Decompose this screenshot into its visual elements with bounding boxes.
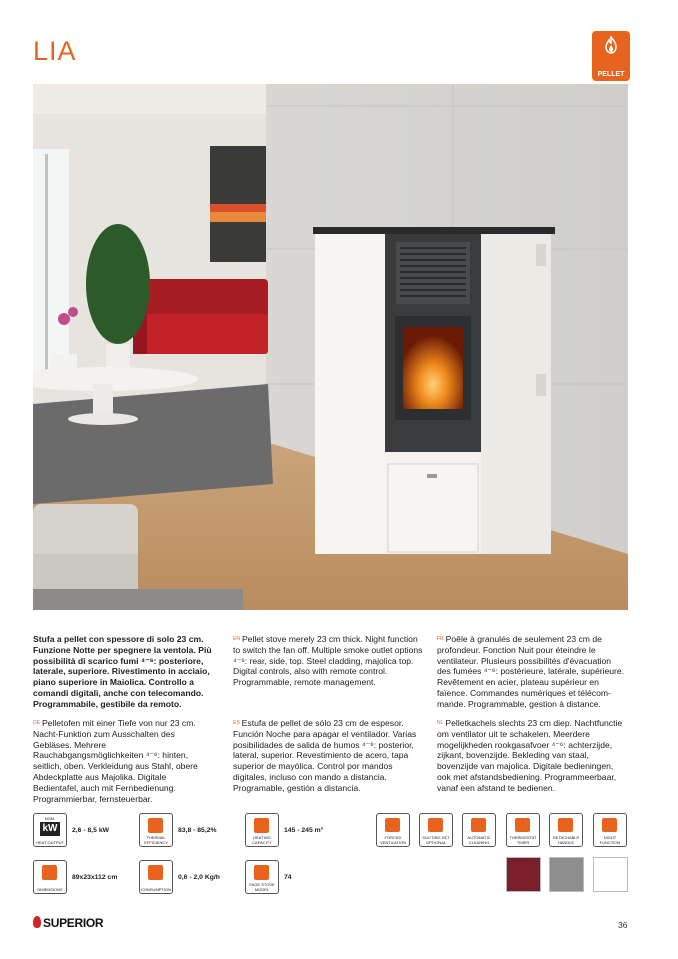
stove-glyph — [254, 865, 269, 880]
heating-value: 145 - 245 m³ — [284, 827, 323, 834]
page-value: 74 — [284, 874, 292, 881]
page-caption: PAGE STOVE MODEL — [249, 882, 275, 892]
feature-caption: DETACHABLE HANDLE — [552, 835, 580, 845]
dimensions-icon — [33, 860, 67, 894]
text-de-body: Pelletofen mit einer Tiefe von nur 23 cm. Nacht-Funktion zum Ausschalten des Gebläses. Mehrere Rauchabgangsmöglichkeiten ⁴⁻⁶: hinten, seitlich, oben. Verkleidung aus Stahl, obere Abdeckplatte aus Majolika. Digitale Bedientafel, auch mit Fernbedienung. Programmierbar, fernsteuerbar. — [33, 718, 198, 804]
heat-output-icon — [33, 813, 67, 847]
lang-code-en: EN — [233, 636, 240, 642]
dimensions-value: 89x23x112 cm — [72, 874, 118, 881]
consumption-caption: CONSUMPTION — [141, 886, 171, 892]
efficiency-glyph — [148, 818, 163, 833]
color-swatch-white — [593, 857, 628, 892]
efficiency-value: 83,8 - 85,2% — [178, 827, 217, 834]
text-de — [33, 718, 213, 804]
text-es-body: Estufa de pellet de sólo 23 cm de espesor. Función Noche para apagar el ventilador. Varias posibilidades de salida de humos ⁴⁻⁶: posterior, lateral, superior. Revestimiento de acero, tapa superior de mayólica. Control por mandos digitales, incluso con mando a distancia. Programable, gestión a distancia. — [233, 718, 417, 793]
feature-caption: AUTOMATIC CLEANING — [467, 835, 491, 845]
text-fr — [437, 634, 627, 710]
brand-logo — [33, 916, 103, 930]
brand-name: SUPERIOR — [43, 916, 104, 930]
thermostat-timer-icon — [506, 813, 540, 847]
heat-output-caption: HEAT OUTPUT — [36, 839, 64, 845]
pellet-dots-glyph — [148, 865, 163, 880]
heating-caption: HEATING CAPACITY — [252, 835, 272, 845]
page-title: LIA — [33, 36, 77, 66]
consumption-value: 0,6 - 2,0 Kg/h — [178, 874, 220, 881]
pellet-badge-label: PELLET — [597, 71, 625, 78]
stove-room-illustration — [33, 84, 628, 610]
detachable-handle-icon — [549, 813, 583, 847]
text-fr-body: Poêle à granulés de seulement 23 cm de profondeur. Fonction Nuit pour éteindre le ventilateur. Plusieurs possibilités d'évacuation des fumées ⁴⁻⁶: postérieure, latérale, supérieure. Revêtement en acier, plateau supérieur en faïence. Commandes numériques et télécommande. Programmable, gestion à distance. — [437, 634, 625, 709]
text-nl-body: Pelletkachels slechts 23 cm diep. Nachtfunctie om ventilator uit te schakelen. Meerdere mogelijkheden rookgasafvoer ⁴⁻⁶: achterzijde, zijkant, bovenzijde. Bekleding van staal, bovenzijde van majolica. Digitale bedieningen, ook met afstandsbediening. Programmeerbaar, vanaf een afstand te bedienen. — [437, 718, 623, 793]
lang-code-es: ES — [233, 720, 240, 726]
text-nl — [437, 718, 627, 794]
page-stove-model-icon — [245, 860, 279, 894]
page-number: 36 — [618, 920, 628, 930]
feature-caption: THERMOSTAT TIMER — [509, 835, 537, 845]
cleaning-glyph — [471, 818, 486, 832]
product-photo — [33, 84, 628, 610]
text-en-body: Pellet stove merely 23 cm thick. Night function to switch the fan off. Multiple smoke outlet options ⁴⁻⁶: rear, side, top. Steel cladding, majolica top. Digital controls, also with remote control. Programmable, remote management. — [233, 634, 423, 688]
heating-capacity-icon — [245, 813, 279, 847]
handle-glyph — [558, 818, 573, 832]
feature-caption: NIGHT FUNCTION — [599, 835, 621, 845]
heat-output-top: NOM. — [44, 816, 56, 821]
automatic-cleaning-icon — [462, 813, 496, 847]
lang-code-fr: FR — [437, 636, 444, 642]
night-function-icon — [593, 813, 627, 847]
text-es — [233, 718, 425, 794]
lang-code-nl: NL — [437, 720, 444, 726]
efficiency-caption: THERMAL EFFICIENCY — [144, 835, 168, 845]
night-glyph — [602, 818, 617, 832]
color-swatch-grey — [549, 857, 584, 892]
heat-output-value: 2,6 - 8,5 kW — [72, 827, 110, 834]
feature-caption: DUCTING SET OPTIONAL — [422, 835, 450, 845]
text-it — [33, 634, 223, 710]
feature-caption: FORCED VENTILATION — [380, 835, 406, 845]
ducting-set-icon — [419, 813, 453, 847]
forced-ventilation-icon — [376, 813, 410, 847]
lang-code-de: DE — [33, 720, 40, 726]
thermal-efficiency-icon — [139, 813, 173, 847]
dimensions-caption: DIMENSIONS — [37, 886, 63, 892]
superior-flame-icon — [33, 916, 41, 928]
color-swatch-bordeaux — [506, 857, 541, 892]
text-en — [233, 634, 425, 688]
consumption-icon — [139, 860, 173, 894]
ducting-glyph — [428, 818, 443, 832]
pellet-badge — [592, 31, 630, 81]
thermostat-glyph — [515, 818, 530, 832]
house-fan-glyph — [385, 818, 400, 832]
dimensions-glyph — [42, 865, 57, 880]
flame-icon — [603, 36, 619, 54]
house-heat-glyph — [254, 818, 269, 833]
kw-glyph: kW — [40, 822, 60, 836]
text-it-body: Stufa a pellet con spessore di solo 23 cm. Funzione Notte per spegnere la ventola. Più possibilità di scarico fumi ⁴⁻⁶: posteriore, laterale, superiore. Rivestimento in acciaio, piano superiore in Maiolica. Controllo a comandi digitali, anche con telecomando. Programmabile, gestibile da remoto. — [33, 634, 212, 709]
